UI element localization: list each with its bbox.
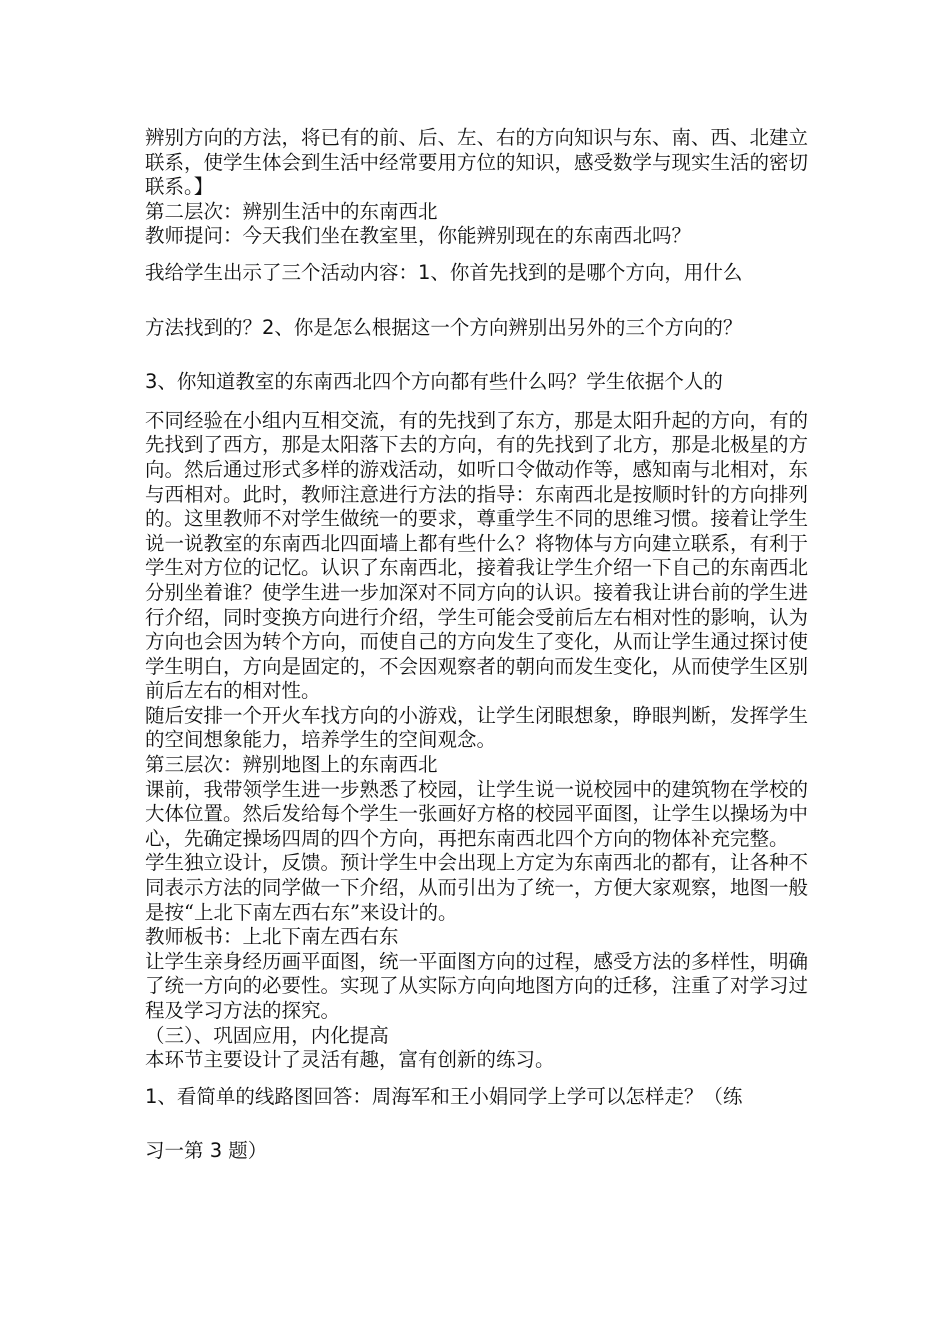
heading-section-three: （三）、巩固应用，内化提高 bbox=[145, 1023, 389, 1047]
paragraph-student-design: 学生独立设计，反馈。预计学生中会出现上方定为东南西北的都有，让各种不同表示方法的同学做一下介绍，从而引出为了统一，方便大家观察，地图一般是按“上北下南左西右东”来设计的。 bbox=[145, 851, 809, 924]
paragraph-activity-line-1: 我给学生出示了三个活动内容：1、你首先找到的是哪个方向，用什么 bbox=[145, 260, 743, 284]
heading-level-two: 第二层次：辨别生活中的东南西北 bbox=[145, 199, 438, 223]
paragraph-activity-line-3: 3、你知道教室的东南西北四个方向都有些什么吗？学生依据个人的 bbox=[145, 370, 723, 394]
paragraph-exercise-1-line-2: 习一第 3 题） bbox=[145, 1139, 268, 1163]
document-body bbox=[145, 126, 825, 1164]
paragraph-exercise-1-line-1: 1、看简单的线路图回答：周海军和王小娟同学上学可以怎样走？（练 bbox=[145, 1084, 743, 1108]
paragraph-group-exchange: 不同经验在小组内互相交流，有的先找到了东方，那是太阳升起的方向，有的先找到了西方，那是太阳落下去的方向，有的先找到了北方，那是北极星的方向。然后通过形式多样的游戏活动，如听口令做动作等，感知南与北相对，东与西相对。此时，教师注意进行方法的指导：东南西北是按顺时针的方向排列的。这里教师不对学生做统一的要求，尊重学生不同的思维习惯。接着让学生说一说教室的东南西北四面墙上都有些什么？将物体与方向建立联系，有利于学生对方位的记忆。认识了东南西北，接着我让学生介绍一下自己的东南西北分别坐着谁？使学生进一步加深对不同方向的认识。接着我让讲台前的学生进行介绍，同时变换方向进行介绍，学生可能会受前后左右相对性的影响，认为方向也会因为转个方向，而使自己的方向发生了变化，从而让学生通过探讨使学生明白，方向是固定的，不会因观察者的朝向而发生变化，从而使学生区别前后左右的相对性。 bbox=[145, 408, 809, 703]
paragraph-intro: 辨别方向的方法，将已有的前、后、左、右的方向知识与东、南、西、北建立联系，使学生体会到生活中经常要用方位的知识，感受数学与现实生活的密切联系。】 bbox=[145, 126, 809, 199]
paragraph-teacher-question: 教师提问：今天我们坐在教室里，你能辨别现在的东南西北吗？ bbox=[145, 224, 692, 248]
paragraph-train-game: 随后安排一个开火车找方向的小游戏，让学生闭眼想象，睁眼判断，发挥学生的空间想象能力，培养学生的空间观念。 bbox=[145, 703, 809, 752]
paragraph-exercises-intro: 本环节主要设计了灵活有趣，富有创新的练习。 bbox=[145, 1048, 555, 1072]
heading-level-three: 第三层次：辨别地图上的东南西北 bbox=[145, 753, 438, 777]
paragraph-board-writing: 教师板书：上北下南左西右东 bbox=[145, 925, 399, 949]
paragraph-activity-line-2: 方法找到的？2、你是怎么根据这一个方向辨别出另外的三个方向的？ bbox=[145, 315, 743, 339]
paragraph-draw-plan: 让学生亲身经历画平面图，统一平面图方向的过程，感受方法的多样性，明确了统一方向的必要性。实现了从实际方向向地图方向的迁移，注重了对学习过程及学习方法的探究。 bbox=[145, 949, 809, 1022]
paragraph-campus-map: 课前，我带领学生进一步熟悉了校园，让学生说一说校园中的建筑物在学校的大体位置。然后发给每个学生一张画好方格的校园平面图，让学生以操场为中心，先确定操场四周的四个方向，再把东南西北四个方向的物体补充完整。 bbox=[145, 777, 809, 850]
